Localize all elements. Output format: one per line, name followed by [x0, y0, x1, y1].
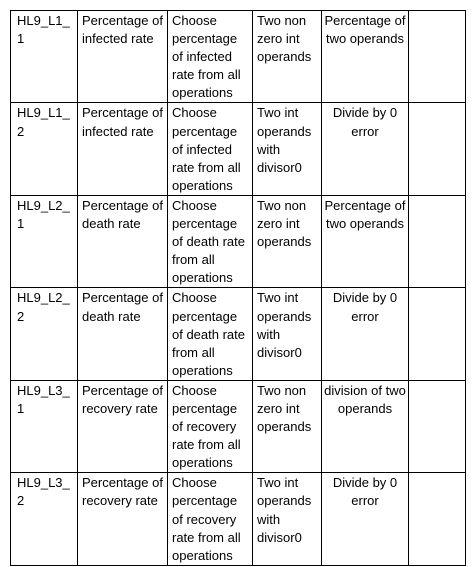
table-row	[11, 195, 466, 287]
scenario-cell: Choose percentage of recovery rate from all operations	[168, 473, 253, 565]
test-id-cell: HL9_L2_2	[11, 288, 78, 380]
test-id-cell: HL9_L1_2	[11, 103, 78, 195]
scenario-cell: Choose percentage of death rate from all operations	[168, 288, 253, 380]
table-row	[11, 288, 466, 380]
actual-result-cell	[409, 288, 466, 380]
description-cell: Percentage of infected rate	[78, 103, 168, 195]
test-id-cell: HL9_L3_1	[11, 380, 78, 472]
actual-result-cell	[409, 195, 466, 287]
expected-result-cell: Percentage of two operands	[322, 195, 409, 287]
description-cell: Percentage of recovery rate	[78, 473, 168, 565]
expected-result-cell: division of two operands	[322, 380, 409, 472]
input-cell: Two non zero int operands	[253, 380, 322, 472]
description-cell: Percentage of infected rate	[78, 11, 168, 103]
input-cell: Two int operands with divisor0	[253, 103, 322, 195]
scenario-cell: Choose percentage of recovery rate from all operations	[168, 380, 253, 472]
input-cell: Two non zero int operands	[253, 195, 322, 287]
input-cell: Two int operands with divisor0	[253, 473, 322, 565]
test-id-cell: HL9_L3_2	[11, 473, 78, 565]
test-case-table	[10, 10, 466, 566]
scenario-cell: Choose percentage of infected rate from all operations	[168, 103, 253, 195]
scenario-cell: Choose percentage of death rate from all operations	[168, 195, 253, 287]
actual-result-cell	[409, 11, 466, 103]
actual-result-cell	[409, 380, 466, 472]
input-cell: Two non zero int operands	[253, 11, 322, 103]
expected-result-cell: Percentage of two operands	[322, 11, 409, 103]
input-cell: Two int operands with divisor0	[253, 288, 322, 380]
table-row	[11, 11, 466, 103]
description-cell: Percentage of death rate	[78, 195, 168, 287]
table-row	[11, 380, 466, 472]
description-cell: Percentage of death rate	[78, 288, 168, 380]
expected-result-cell: Divide by 0 error	[322, 473, 409, 565]
table-row	[11, 473, 466, 565]
expected-result-cell: Divide by 0 error	[322, 103, 409, 195]
test-id-cell: HL9_L1_1	[11, 11, 78, 103]
description-cell: Percentage of recovery rate	[78, 380, 168, 472]
expected-result-cell: Divide by 0 error	[322, 288, 409, 380]
actual-result-cell	[409, 103, 466, 195]
actual-result-cell	[409, 473, 466, 565]
test-case-table-container	[10, 10, 466, 566]
scenario-cell: Choose percentage of infected rate from all operations	[168, 11, 253, 103]
table-row	[11, 103, 466, 195]
test-id-cell: HL9_L2_1	[11, 195, 78, 287]
